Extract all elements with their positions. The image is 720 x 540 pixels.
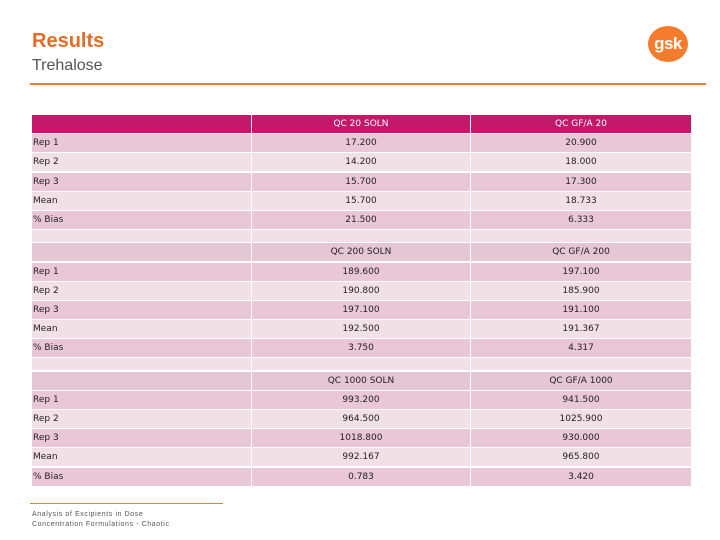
table-cell: 15.700 <box>252 173 470 191</box>
row-label: Rep 3 <box>32 173 251 191</box>
row-label: Rep 1 <box>32 263 251 281</box>
table-cell: 3.750 <box>252 339 470 357</box>
row-label: Rep 3 <box>32 301 251 319</box>
table-cell: 4.317 <box>471 339 691 357</box>
header-cell: QC 200 SOLN <box>252 243 470 261</box>
table-cell: 18.733 <box>471 192 691 210</box>
table-cell: 197.100 <box>471 263 691 281</box>
row-label: Rep 1 <box>32 134 251 152</box>
table-row <box>32 468 691 486</box>
table-cell: 15.700 <box>252 192 470 210</box>
table-cell: 20.900 <box>471 134 691 152</box>
header-cell <box>32 243 251 261</box>
results-table <box>32 115 691 487</box>
table-header-row <box>32 115 691 133</box>
row-label: % Bias <box>32 468 251 486</box>
row-label: Mean <box>32 320 251 338</box>
table-header-row <box>32 372 691 390</box>
table-cell: 189.600 <box>252 263 470 281</box>
table-row <box>32 410 691 428</box>
header-cell: QC 1000 SOLN <box>252 372 470 390</box>
row-label: Rep 2 <box>32 410 251 428</box>
table-cell: 190.800 <box>252 282 470 300</box>
table-cell: 21.500 <box>252 211 470 229</box>
table-cell: 992.167 <box>252 448 470 466</box>
row-label: Rep 2 <box>32 282 251 300</box>
table-row <box>32 339 691 357</box>
table-cell: 192.500 <box>252 320 470 338</box>
row-label: Rep 1 <box>32 391 251 409</box>
table-cell: 17.200 <box>252 134 470 152</box>
row-label: % Bias <box>32 339 251 357</box>
spacer-row <box>32 358 691 370</box>
row-label: Mean <box>32 192 251 210</box>
header-cell <box>32 115 251 133</box>
slide-title: Results <box>32 30 105 52</box>
table-row <box>32 301 691 319</box>
table-row <box>32 263 691 281</box>
table-row <box>32 211 691 229</box>
table-row <box>32 320 691 338</box>
footnote-divider <box>30 503 223 504</box>
table-cell: 1025.900 <box>471 410 691 428</box>
table-cell: 993.200 <box>252 391 470 409</box>
header-cell: QC GF/A 20 <box>471 115 691 133</box>
row-label: Mean <box>32 448 251 466</box>
table-cell: 185.900 <box>471 282 691 300</box>
table-row <box>32 391 691 409</box>
table-cell: 3.420 <box>471 468 691 486</box>
table-cell: 6.333 <box>471 211 691 229</box>
header-cell: QC GF/A 200 <box>471 243 691 261</box>
table-cell: 191.100 <box>471 301 691 319</box>
row-label: Rep 3 <box>32 429 251 447</box>
row-label: Rep 2 <box>32 153 251 171</box>
table-cell: 17.300 <box>471 173 691 191</box>
header-cell: QC GF/A 1000 <box>471 372 691 390</box>
spacer-row <box>32 230 691 242</box>
table-row <box>32 192 691 210</box>
table-cell: 0.783 <box>252 468 470 486</box>
footnote-text: Analysis of Excipients in Dose Concentration Formulations - Chaotic <box>32 511 170 528</box>
table-cell: 964.500 <box>252 410 470 428</box>
header-cell: QC 20 SOLN <box>252 115 470 133</box>
table-cell: 1018.800 <box>252 429 470 447</box>
table-row <box>32 429 691 447</box>
slide-subtitle: Trehalose <box>32 57 103 74</box>
table-cell: 930.000 <box>471 429 691 447</box>
title-divider <box>30 83 706 85</box>
table-cell: 18.000 <box>471 153 691 171</box>
header-cell <box>32 372 251 390</box>
table-cell: 197.100 <box>252 301 470 319</box>
table-cell: 965.800 <box>471 448 691 466</box>
table-cell: 191.367 <box>471 320 691 338</box>
table-row <box>32 134 691 152</box>
table-cell: 14.200 <box>252 153 470 171</box>
table-row <box>32 153 691 171</box>
table-row <box>32 173 691 191</box>
table-cell: 941.500 <box>471 391 691 409</box>
table-row <box>32 282 691 300</box>
table-row <box>32 448 691 466</box>
row-label: % Bias <box>32 211 251 229</box>
gsk-logo: gsk <box>648 26 688 62</box>
table-header-row <box>32 243 691 261</box>
